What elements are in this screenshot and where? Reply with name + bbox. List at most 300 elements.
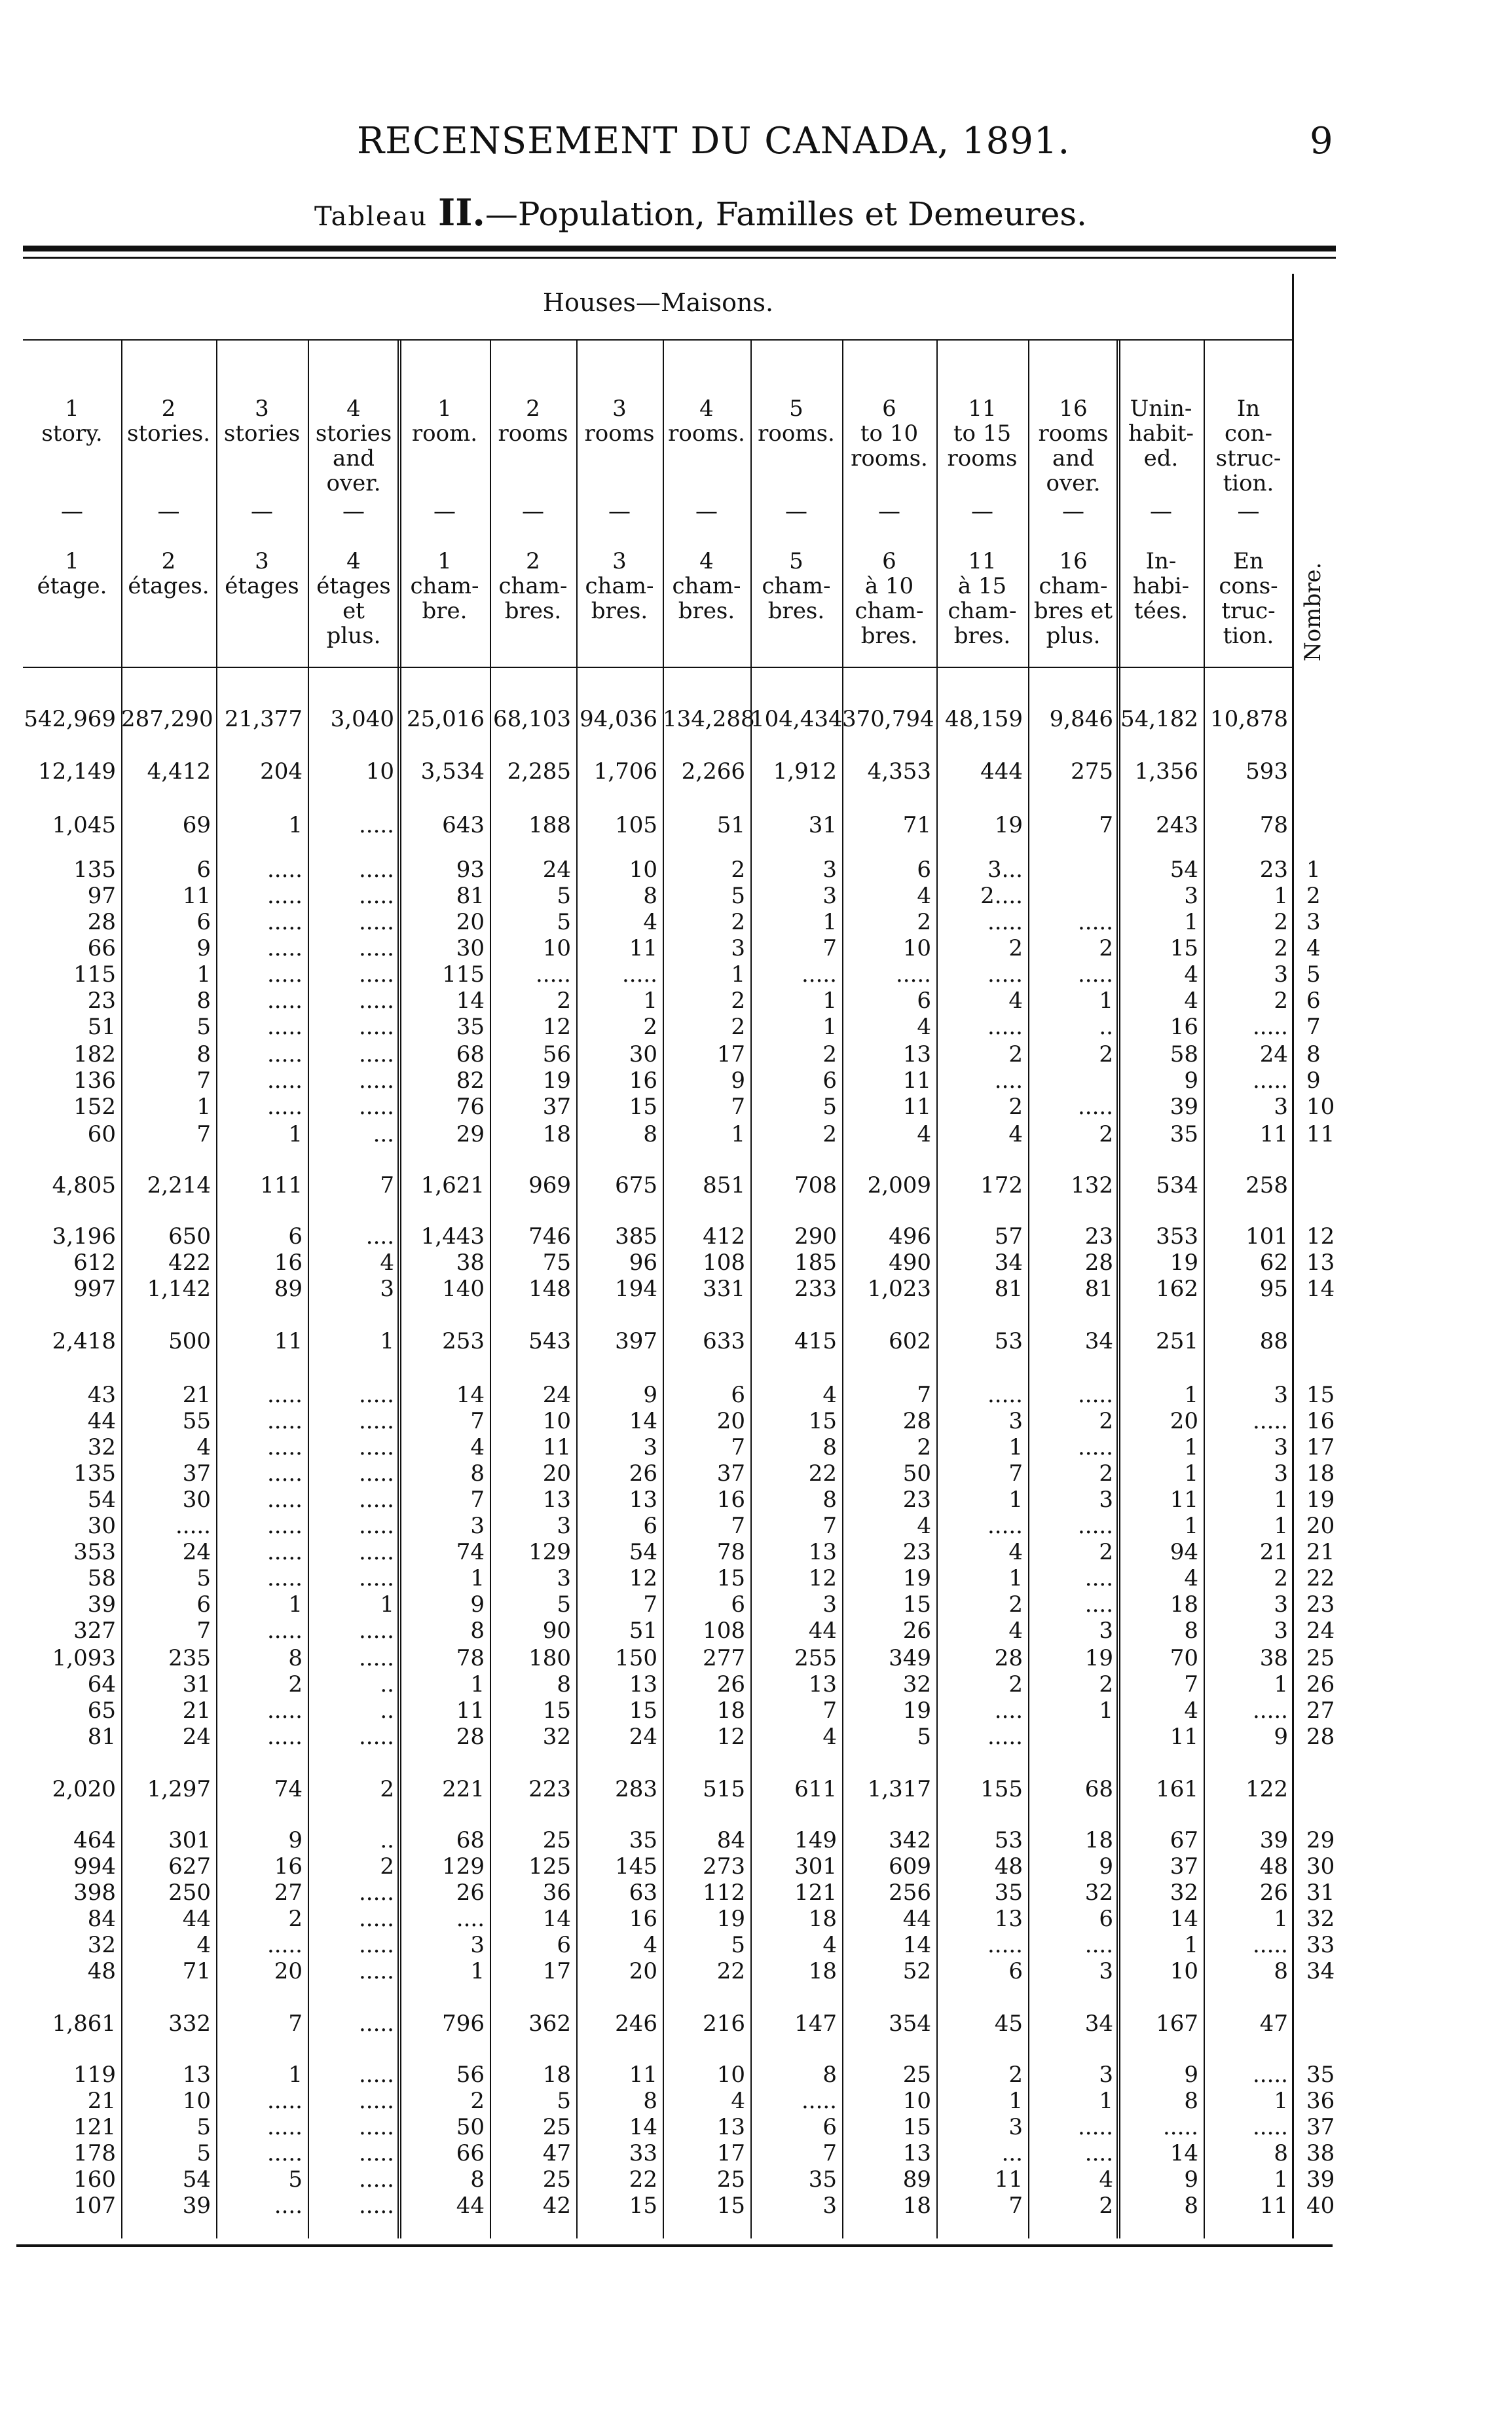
- table-cell: 28: [87, 909, 116, 935]
- table-cell: ....: [365, 1223, 394, 1250]
- table-cell: 15: [716, 1565, 745, 1591]
- column-header-line: étages: [316, 573, 391, 599]
- column-header-fr: [1028, 549, 1118, 648]
- table-cell: 140: [442, 1276, 485, 1302]
- table-cell: 54: [87, 1487, 116, 1513]
- table-cell: 3: [380, 1276, 394, 1302]
- table-cell: 12: [808, 1565, 837, 1591]
- table-cell: 18: [542, 2062, 571, 2088]
- table-cell: 11: [182, 883, 211, 909]
- table-cell: 37: [716, 1460, 745, 1487]
- table-cell: 10: [902, 935, 931, 961]
- table-cell: 1: [1184, 909, 1198, 935]
- column-header-en: [216, 396, 308, 446]
- table-cell: .....: [1252, 1014, 1288, 1040]
- table-cell: 44: [808, 1618, 837, 1644]
- table-cell: 3,196: [52, 1223, 116, 1250]
- table-cell: 1: [380, 1591, 394, 1618]
- table-cell: 82: [456, 1067, 485, 1094]
- table-cell: 32: [542, 1724, 571, 1750]
- table-cell: 115: [442, 961, 485, 988]
- table-cell: 44: [456, 2193, 485, 2219]
- column-header-dash: —: [61, 498, 83, 525]
- table-cell: 14: [1170, 1906, 1198, 1932]
- table-title: [314, 191, 1087, 234]
- row-number: 35: [1306, 2062, 1335, 2088]
- table-cell: 32: [1084, 1880, 1113, 1906]
- table-cell: 180: [528, 1645, 571, 1671]
- table-cell: 21,377: [225, 706, 303, 732]
- table-cell: 4,353: [867, 758, 931, 785]
- table-cell: 71: [182, 1958, 211, 1984]
- row-number: 2: [1306, 883, 1321, 909]
- table-cell: 30: [182, 1487, 211, 1513]
- row-number: 33: [1306, 1932, 1335, 1958]
- table-cell: 4: [1008, 1539, 1023, 1565]
- table-cell: 51: [629, 1618, 657, 1644]
- column-header-line: bres.: [953, 623, 1011, 649]
- column-header-line: 5: [789, 548, 803, 574]
- table-row: [23, 2140, 1431, 2166]
- table-cell: 15: [542, 1698, 571, 1724]
- table-cell: 216: [703, 2011, 745, 2037]
- table-cell: 277: [703, 1645, 745, 1671]
- column-header-line: 3: [612, 548, 627, 574]
- table-cell: 20: [542, 1460, 571, 1487]
- table-cell: 1: [288, 1591, 303, 1618]
- column-header-line: over.: [326, 470, 381, 496]
- table-cell: ..: [1099, 1014, 1113, 1040]
- table-cell: 121: [794, 1880, 837, 1906]
- table-cell: 32: [87, 1932, 116, 1958]
- table-cell: .....: [358, 2114, 394, 2140]
- column-header-line: In-: [1145, 548, 1177, 574]
- table-cell: 6: [196, 1591, 211, 1618]
- table-cell: 398: [73, 1880, 116, 1906]
- table-cell: .....: [267, 1067, 303, 1094]
- table-cell: ...: [373, 1121, 394, 1147]
- table-row: [23, 2088, 1431, 2114]
- column-header-fr: [216, 549, 308, 599]
- table-cell: 16: [716, 1487, 745, 1513]
- table-cell: .....: [358, 2140, 394, 2166]
- table-title-text: —Population, Familles et Demeures.: [485, 195, 1087, 233]
- table-cell: 19: [716, 1906, 745, 1932]
- table-cell: 7: [196, 1618, 211, 1644]
- column-header-line: bres.: [767, 598, 825, 624]
- column-header-line: and: [1052, 445, 1094, 472]
- table-cell: .....: [358, 1487, 394, 1513]
- table-cell: 490: [889, 1250, 931, 1276]
- table-cell: .....: [1252, 1932, 1288, 1958]
- column-header-en: [121, 396, 216, 446]
- table-cell: 15: [902, 1591, 931, 1618]
- table-cell: 34: [1084, 2011, 1113, 2037]
- table-cell: .....: [358, 857, 394, 883]
- table-cell: 643: [442, 812, 485, 838]
- column-header-dash: —: [1150, 498, 1172, 525]
- table-cell: 11: [542, 1434, 571, 1460]
- column-header-line: tion.: [1223, 470, 1274, 496]
- table-cell: 71: [902, 812, 931, 838]
- column-header-en: [936, 396, 1028, 471]
- table-cell: .....: [267, 1565, 303, 1591]
- row-number: 14: [1306, 1276, 1335, 1302]
- column-header-line: cham-: [948, 598, 1017, 624]
- table-cell: 25: [542, 2166, 571, 2193]
- column-header-line: bres.: [860, 623, 918, 649]
- table-cell: 327: [73, 1618, 116, 1644]
- table-cell: 6: [822, 2114, 837, 2140]
- column-header-en: [750, 396, 842, 446]
- table-row: [23, 1094, 1431, 1120]
- table-cell: 543: [528, 1328, 571, 1354]
- table-cell: 162: [1156, 1276, 1198, 1302]
- table-cell: 13: [902, 2140, 931, 2166]
- row-number: 8: [1306, 1041, 1321, 1067]
- table-cell: 66: [456, 2140, 485, 2166]
- table-cell: 16: [629, 1067, 657, 1094]
- table-cell: 54: [182, 2166, 211, 2193]
- column-header-fr: [1204, 549, 1293, 648]
- table-cell: 125: [528, 1853, 571, 1880]
- table-cell: 93: [456, 857, 485, 883]
- table-cell: .....: [1162, 2114, 1198, 2140]
- table-row: [23, 1698, 1431, 1724]
- table-cell: 12: [542, 1014, 571, 1040]
- table-cell: 19: [902, 1698, 931, 1724]
- column-header-line: cham-: [410, 573, 479, 599]
- table-cell: 609: [889, 1853, 931, 1880]
- column-header-line: to 15: [953, 420, 1012, 447]
- table-cell: .....: [987, 1513, 1023, 1539]
- row-number: 21: [1306, 1539, 1335, 1565]
- table-cell: 5: [822, 1094, 837, 1120]
- table-cell: 612: [73, 1250, 116, 1276]
- table-cell: 30: [87, 1513, 116, 1539]
- column-header-line: habi-: [1132, 573, 1190, 599]
- table-cell: 353: [73, 1539, 116, 1565]
- column-header-dash: —: [1062, 498, 1084, 525]
- table-cell: 4: [1008, 1121, 1023, 1147]
- table-cell: 496: [889, 1223, 931, 1250]
- page-number: 9: [1310, 120, 1333, 162]
- table-cell: 62: [1259, 1250, 1288, 1276]
- table-cell: 534: [1156, 1172, 1198, 1198]
- table-cell: .....: [267, 1460, 303, 1487]
- column-header-fr: [842, 549, 936, 648]
- table-row: [23, 1408, 1431, 1434]
- table-cell: 149: [794, 1827, 837, 1853]
- table-cell: 20: [456, 909, 485, 935]
- table-cell: 121: [73, 2114, 116, 2140]
- table-row: [23, 2062, 1431, 2088]
- column-header-dash: —: [251, 498, 273, 525]
- table-cell: 19: [902, 1565, 931, 1591]
- table-cell: 3...: [987, 857, 1023, 883]
- table-cell: 253: [442, 1328, 485, 1354]
- column-header-line: étages: [225, 573, 299, 599]
- table-row: [23, 857, 1431, 883]
- table-cell: 1: [1274, 1671, 1288, 1698]
- table-cell: 94: [1170, 1539, 1198, 1565]
- table-cell: 233: [794, 1276, 837, 1302]
- table-row: [23, 2114, 1431, 2140]
- table-cell: .....: [621, 961, 657, 988]
- table-row: [23, 1434, 1431, 1460]
- column-header-line: étage.: [37, 573, 107, 599]
- table-cell: 8: [822, 2062, 837, 2088]
- table-cell: 6: [917, 857, 931, 883]
- column-header-fr: [1118, 549, 1204, 623]
- table-cell: .....: [358, 2062, 394, 2088]
- table-cell: 2: [380, 1853, 394, 1880]
- column-header-fr: [750, 549, 842, 623]
- table-cell: 633: [703, 1328, 745, 1354]
- table-cell: 70: [1170, 1645, 1198, 1671]
- table-cell: 6: [196, 909, 211, 935]
- table-cell: 13: [629, 1671, 657, 1698]
- table-cell: 22: [716, 1958, 745, 1984]
- table-cell: 36: [542, 1880, 571, 1906]
- table-cell: .....: [358, 2193, 394, 2219]
- table-cell: ...: [1001, 2140, 1023, 2166]
- table-cell: .....: [1252, 1067, 1288, 1094]
- table-cell: 1: [1184, 1460, 1198, 1487]
- table-cell: 1: [380, 1328, 394, 1354]
- table-cell: 97: [87, 883, 116, 909]
- table-cell: 5: [731, 1932, 745, 1958]
- table-cell: 105: [615, 812, 657, 838]
- table-cell: 9: [196, 935, 211, 961]
- table-cell: 11: [456, 1698, 485, 1724]
- column-header-line: 3: [255, 548, 269, 574]
- table-cell: 1: [1274, 1487, 1288, 1513]
- table-cell: 13: [629, 1487, 657, 1513]
- table-cell: 2: [470, 2088, 485, 2114]
- table-cell: .....: [267, 988, 303, 1014]
- table-cell: 15: [808, 1408, 837, 1434]
- table-cell: 21: [87, 2088, 116, 2114]
- table-cell: 7: [731, 1094, 745, 1120]
- table-cell: 37: [1170, 1853, 1198, 1880]
- table-cell: 17: [716, 1041, 745, 1067]
- table-cell: 107: [73, 2193, 116, 2219]
- table-cell: 11: [994, 2166, 1023, 2193]
- table-cell: .....: [1077, 1434, 1113, 1460]
- column-header-fr: [936, 549, 1028, 648]
- column-header-line: cham-: [762, 573, 831, 599]
- table-cell: 14: [629, 1408, 657, 1434]
- table-cell: 8: [1184, 2193, 1198, 2219]
- table-cell: 67: [1170, 1827, 1198, 1853]
- table-row: [23, 1328, 1431, 1354]
- column-header-line: to 10: [860, 420, 919, 447]
- table-cell: 12,149: [38, 758, 116, 785]
- table-row: [23, 2011, 1431, 2037]
- column-header-line: and: [333, 445, 375, 472]
- table-cell: 134,288: [663, 706, 755, 732]
- table-cell: 11: [629, 935, 657, 961]
- table-cell: ....: [1084, 1932, 1113, 1958]
- table-cell: 353: [1156, 1223, 1198, 1250]
- table-cell: 33: [629, 2140, 657, 2166]
- column-header-fr: [23, 549, 121, 599]
- table-cell: 9: [1099, 1853, 1113, 1880]
- table-cell: 10: [629, 857, 657, 883]
- table-row: [23, 1880, 1431, 1906]
- table-cell: 287,290: [121, 706, 213, 732]
- row-number: 37: [1306, 2114, 1335, 2140]
- table-roman: II.: [438, 191, 485, 234]
- table-cell: 81: [994, 1276, 1023, 1302]
- table-cell: 1: [822, 988, 837, 1014]
- table-cell: 8: [1274, 2140, 1288, 2166]
- table-row: [23, 1041, 1431, 1067]
- table-cell: .....: [267, 961, 303, 988]
- table-cell: 25: [902, 2062, 931, 2088]
- table-cell: 2: [288, 1906, 303, 1932]
- table-label: Tableau: [314, 202, 428, 232]
- table-cell: 1: [196, 961, 211, 988]
- table-cell: 54: [1170, 857, 1198, 883]
- column-header-line: rooms.: [668, 420, 745, 447]
- table-row: [23, 1067, 1431, 1094]
- table-cell: 10,878: [1210, 706, 1288, 732]
- table-cell: 10: [1170, 1958, 1198, 1984]
- table-cell: 57: [994, 1223, 1023, 1250]
- table-cell: .....: [358, 1460, 394, 1487]
- table-cell: 10: [365, 758, 394, 785]
- table-cell: 4: [1184, 988, 1198, 1014]
- table-cell: .....: [358, 2011, 394, 2037]
- table-cell: 47: [542, 2140, 571, 2166]
- row-number: 24: [1306, 1618, 1335, 1644]
- table-cell: 1: [288, 1121, 303, 1147]
- table-cell: 26: [902, 1618, 931, 1644]
- table-cell: 4: [731, 2088, 745, 2114]
- table-cell: 47: [1259, 2011, 1288, 2037]
- table-cell: 4: [1184, 961, 1198, 988]
- table-cell: 2,266: [681, 758, 745, 785]
- table-cell: 4: [822, 1382, 837, 1408]
- column-header-line: 6: [882, 396, 896, 422]
- table-cell: 7: [196, 1067, 211, 1094]
- table-cell: 23: [87, 988, 116, 1014]
- table-cell: .....: [987, 961, 1023, 988]
- table-row: [23, 2193, 1431, 2219]
- table-cell: 19: [1084, 1645, 1113, 1671]
- table-cell: 650: [168, 1223, 211, 1250]
- running-title: RECENSEMENT DU CANADA, 1891.: [357, 120, 1071, 162]
- row-number: 16: [1306, 1408, 1335, 1434]
- table-cell: 851: [703, 1172, 745, 1198]
- column-header-line: 4: [699, 396, 714, 422]
- column-header-line: cham-: [1039, 573, 1108, 599]
- table-cell: 112: [703, 1880, 745, 1906]
- table-row: [23, 1382, 1431, 1408]
- table-cell: 2: [1099, 1671, 1113, 1698]
- table-cell: 30: [629, 1041, 657, 1067]
- table-cell: 135: [73, 857, 116, 883]
- table-cell: 194: [615, 1276, 657, 1302]
- table-cell: 48: [87, 1958, 116, 1984]
- table-cell: 13: [808, 1539, 837, 1565]
- table-cell: 2: [1099, 1408, 1113, 1434]
- table-cell: .....: [1252, 2062, 1288, 2088]
- table-cell: 4: [822, 1932, 837, 1958]
- table-cell: .....: [801, 961, 837, 988]
- table-cell: 27: [274, 1880, 303, 1906]
- table-cell: 1,706: [593, 758, 657, 785]
- table-cell: 11: [629, 2062, 657, 2088]
- table-cell: 8: [470, 2166, 485, 2193]
- table-cell: 18: [1084, 1827, 1113, 1853]
- table-cell: 1: [1099, 1698, 1113, 1724]
- table-cell: 332: [168, 2011, 211, 2037]
- table-cell: 64: [87, 1671, 116, 1698]
- table-cell: 4: [380, 1250, 394, 1276]
- table-cell: 26: [716, 1671, 745, 1698]
- table-cell: 38: [456, 1250, 485, 1276]
- table-row: [23, 935, 1431, 961]
- table-cell: 12: [629, 1565, 657, 1591]
- table-cell: 1: [1008, 2088, 1023, 2114]
- table-cell: 50: [902, 1460, 931, 1487]
- table-cell: 223: [528, 1776, 571, 1802]
- table-cell: .....: [267, 1382, 303, 1408]
- table-cell: 6: [917, 988, 931, 1014]
- row-number: 38: [1306, 2140, 1335, 2166]
- table-cell: 3: [822, 883, 837, 909]
- table-cell: 4: [917, 1121, 931, 1147]
- table-cell: 4: [643, 909, 657, 935]
- column-header-line: rooms: [584, 420, 655, 447]
- table-cell: 3: [1099, 1618, 1113, 1644]
- table-cell: 1: [731, 1121, 745, 1147]
- table-cell: 35: [1170, 1121, 1198, 1147]
- table-cell: 3: [1099, 1958, 1113, 1984]
- column-header-line: à 10: [864, 573, 914, 599]
- column-header-en: [308, 396, 399, 496]
- table-cell: 50: [456, 2114, 485, 2140]
- table-cell: .....: [358, 812, 394, 838]
- table-cell: .....: [358, 1382, 394, 1408]
- table-row: [23, 1487, 1431, 1513]
- table-cell: 20: [1170, 1408, 1198, 1434]
- row-number: 22: [1306, 1565, 1335, 1591]
- table-cell: 10: [542, 935, 571, 961]
- table-cell: 60: [87, 1121, 116, 1147]
- table-cell: 4: [1008, 1618, 1023, 1644]
- row-number: 40: [1306, 2193, 1335, 2219]
- table-cell: 24: [542, 1382, 571, 1408]
- table-cell: 161: [1156, 1776, 1198, 1802]
- table-cell: 35: [629, 1827, 657, 1853]
- table-cell: .....: [267, 1487, 303, 1513]
- table-cell: .....: [535, 961, 571, 988]
- table-row: [23, 2166, 1431, 2193]
- table-cell: 6: [1099, 1906, 1113, 1932]
- table-cell: 1: [643, 988, 657, 1014]
- table-cell: 1: [1274, 1513, 1288, 1539]
- table-cell: 9: [1184, 2062, 1198, 2088]
- table-cell: 4: [1008, 988, 1023, 1014]
- table-cell: 34: [994, 1250, 1023, 1276]
- table-cell: .....: [267, 2088, 303, 2114]
- table-cell: 56: [456, 2062, 485, 2088]
- table-cell: 24: [1259, 1041, 1288, 1067]
